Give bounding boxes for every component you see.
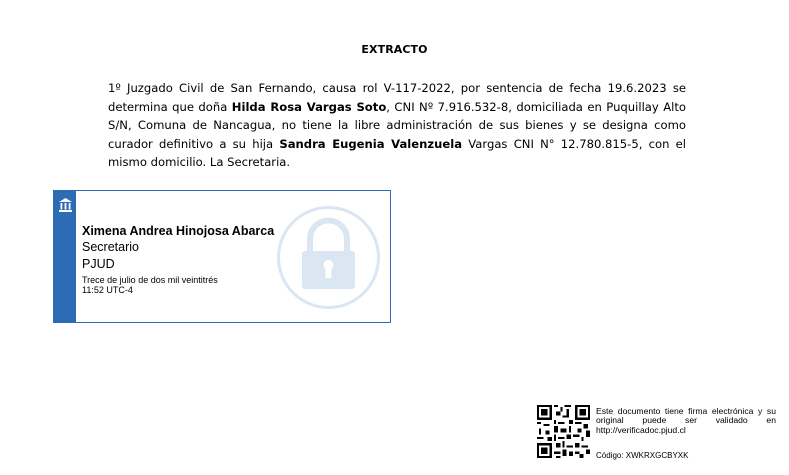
signature-side-bar <box>54 191 76 322</box>
curator-name: Sandra Eugenia Valenzuela <box>279 136 463 151</box>
verification-text: Este documento tiene firma electrónica y su original puede ser validado en http://verificadoc.pjud.cl <box>596 406 776 435</box>
paragraph-text-2: , CNI Nº 7.916.532-8, domiciliada en Puquillay Alto S/N, Comuna de Nancagua, no tiene la libre administración de sus bienes y se designa como curador definitivo a su hija <box>108 99 686 151</box>
paragraph-text-1: 1º Juzgado Civil de San Fernando, causa rol V-117-2022, por sentencia de fecha 19.6.2023 se determina que doña <box>108 81 686 114</box>
qr-code-icon <box>537 405 590 458</box>
paragraph-text-3: Vargas CNI N° 12.780.815-5, con el mismo domicilio. La Secretaria. <box>108 136 686 170</box>
party-name: Hilda Rosa Vargas Soto <box>231 99 387 114</box>
lock-icon <box>276 205 381 310</box>
signature-time: 11:52 UTC-4 <box>82 285 133 295</box>
document-title: EXTRACTO <box>361 43 428 56</box>
signer-name: Ximena Andrea Hinojosa Abarca <box>82 224 275 238</box>
signer-org: PJUD <box>82 257 115 271</box>
signature-date: Trece de julio de dos mil veintitrés <box>82 275 218 285</box>
courthouse-icon <box>58 197 73 213</box>
signature-box <box>53 190 391 323</box>
signer-role: Secretario <box>82 240 139 254</box>
verification-code: Código: XWKRXGCBYXK <box>596 451 689 460</box>
extract-paragraph <box>108 79 686 172</box>
